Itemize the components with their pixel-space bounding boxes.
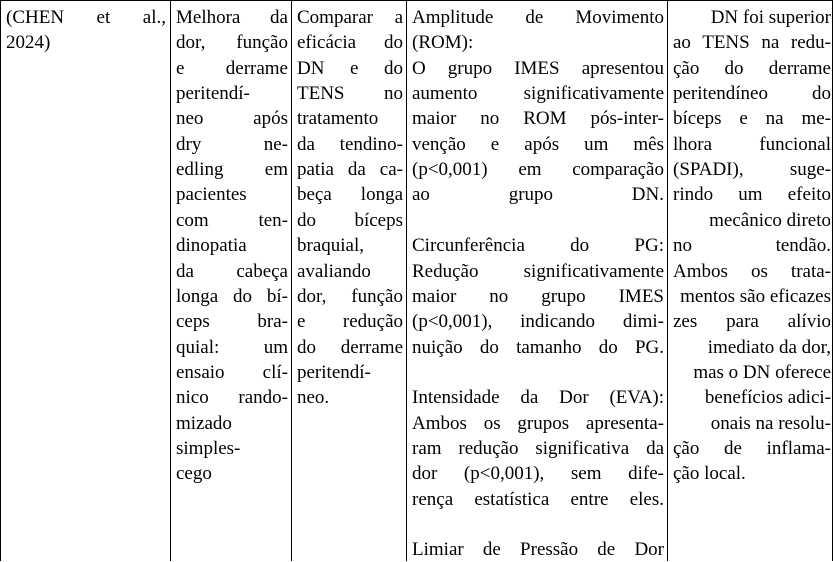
objective-text-line: braquial, (297, 235, 365, 257)
results-text-line: Redução significativamente (412, 260, 664, 282)
objective-text-line: do derrame (297, 336, 403, 358)
conclusion-text-line: (SPADI), suge- (673, 159, 831, 181)
conclusion-text-line: Ambos os trata- (673, 260, 831, 282)
conclusion-text-line: imediato da dor, (707, 336, 831, 358)
objective-text-line: dor, função (297, 285, 403, 307)
conclusion-text-line: benefícios adici- (704, 387, 831, 409)
objective-text-line: DN e do (297, 57, 403, 79)
column-citation (1, 1, 170, 561)
objective-text-line: peritendí- (297, 361, 371, 383)
results-text-line: (ROM): (412, 32, 474, 54)
results-text-line: venção e após um mês (412, 133, 664, 155)
conclusion-text-line: onais na resolu- (710, 412, 831, 434)
title-text-line: mizado (176, 412, 232, 434)
objective-text-line: beça longa (297, 184, 403, 206)
conclusion-text-line: mecânico direto (709, 209, 831, 231)
conclusion-text-line: zes para alívio (673, 311, 831, 333)
title-text-line: ensaio clí- (176, 361, 288, 383)
title-text-line: dor, função (176, 32, 288, 54)
objective-text-line: Comparar a (297, 7, 403, 28)
conclusion-text-line: DN foi superior (710, 7, 831, 28)
column-conclusion (667, 1, 833, 561)
title-text-line: nico rando- (176, 387, 288, 409)
results-text-line: aumento significativamente (412, 83, 664, 105)
title-text-line: peritendí- (176, 83, 250, 105)
results-text-line: maior no ROM pós-inter- (412, 108, 664, 130)
objective-text-line: eficácia do (297, 32, 403, 54)
title-text-line: cego (176, 463, 212, 485)
title-text-line: quial: um (176, 336, 288, 358)
results-text-line: maior no grupo IMES (412, 285, 664, 307)
objective-text-line: TENS no (297, 83, 403, 105)
title-text-line: ceps bra- (176, 311, 288, 333)
results-text-line: Ambos os grupos apresenta- (412, 412, 664, 434)
column-results (406, 1, 668, 561)
results-text-line: (p<0,001), indicando dimi- (412, 311, 664, 333)
title-text-line: simples- (176, 437, 241, 459)
objective-text-line: patia da ca- (297, 159, 403, 181)
title-text-line: dinopatia (176, 235, 247, 257)
results-text-line: nuição do tamanho do PG. (412, 336, 664, 358)
results-text-line: O grupo IMES apresentou (412, 57, 664, 79)
results-text-line: Circunferência do PG: (412, 235, 664, 257)
objective-text-line: do bíceps (297, 209, 403, 231)
conclusion-text-line: ção de inflama- (673, 437, 831, 459)
title-text-line: longa do bí- (176, 285, 288, 307)
conclusion-text-line: ção do derrame (673, 57, 831, 79)
conclusion-text-line: mentos são eficazes (680, 285, 831, 307)
title-text-line: pacientes (176, 184, 247, 206)
results-text-line: dor (p<0,001), sem dife- (412, 463, 664, 485)
results-text-line: Limiar de Pressão de Dor (412, 539, 664, 561)
objective-text-line: da tendino- (297, 133, 403, 155)
title-text-line: neo após (176, 108, 288, 130)
results-text-line: Amplitude de Movimento (412, 7, 664, 28)
conclusion-text-line: ao TENS na redu- (673, 32, 831, 54)
conclusion-text-line: bíceps e na me- (673, 108, 831, 130)
objective-text-line: avaliando (297, 260, 371, 282)
title-text-line: e derrame (176, 57, 288, 79)
column-objective (291, 1, 407, 561)
results-text-line: Intensidade da Dor (EVA): (412, 387, 664, 409)
objective-text-line: tratamento (297, 108, 379, 130)
title-text-line: da cabeça (176, 260, 288, 282)
results-text-line: ao grupo DN. (412, 184, 664, 206)
conclusion-text-line: mas o DN oferece (693, 361, 831, 383)
objective-text-line: e redução (297, 311, 403, 333)
title-text-line: Melhora da (176, 7, 288, 28)
conclusion-text-line: rindo um efeito (673, 184, 831, 206)
conclusion-text-line: peritendíneo do (673, 83, 831, 105)
column-title (170, 1, 292, 561)
results-text-line: rença estatística entre eles. (412, 488, 664, 510)
objective-text-line: neo. (297, 387, 330, 409)
citation-text-line: 2024) (6, 32, 51, 54)
conclusion-text-line: ção local. (673, 463, 746, 485)
citation-text-line: (CHEN et al., (6, 7, 166, 28)
title-text-line: edling em (176, 159, 288, 181)
conclusion-text-line: no tendão. (673, 235, 831, 257)
conclusion-text-line: lhora funcional (673, 133, 831, 155)
title-text-line: com ten- (176, 209, 288, 231)
results-text-line: ram redução significativa da (412, 437, 664, 459)
title-text-line: dry ne- (176, 133, 288, 155)
results-text-line: (p<0,001) em comparação (412, 159, 664, 181)
